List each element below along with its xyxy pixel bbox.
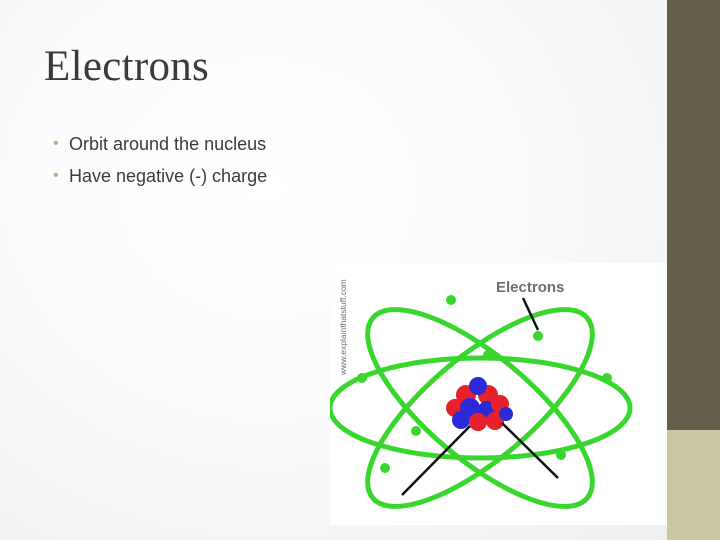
atom-illustration — [330, 263, 670, 525]
slide-title: Electrons — [44, 43, 210, 90]
electrons-label: Electrons — [496, 279, 565, 296]
electron — [411, 426, 421, 436]
bullet-icon: • — [53, 135, 59, 152]
electron — [446, 295, 456, 305]
neutron — [469, 377, 487, 395]
sidebar-bar-dark — [667, 0, 720, 430]
proton — [469, 413, 487, 431]
sidebar-bar-light — [667, 430, 720, 540]
bullet-item — [53, 162, 267, 194]
bullet-item — [53, 130, 267, 162]
electron — [483, 350, 493, 360]
bullet-text: Orbit around the nucleus — [69, 134, 267, 154]
watermark-text: www.explainthatstuff.com — [338, 279, 348, 375]
electron — [357, 373, 367, 383]
bullet-list — [53, 130, 267, 194]
electron — [556, 450, 566, 460]
neutron — [452, 411, 470, 429]
atom-diagram — [330, 263, 670, 525]
electron — [602, 373, 612, 383]
bullet-text: Have negative (-) charge — [69, 166, 268, 186]
bullet-icon: • — [53, 167, 59, 184]
electron — [380, 463, 390, 473]
electron — [533, 331, 543, 341]
neutron — [499, 407, 513, 421]
